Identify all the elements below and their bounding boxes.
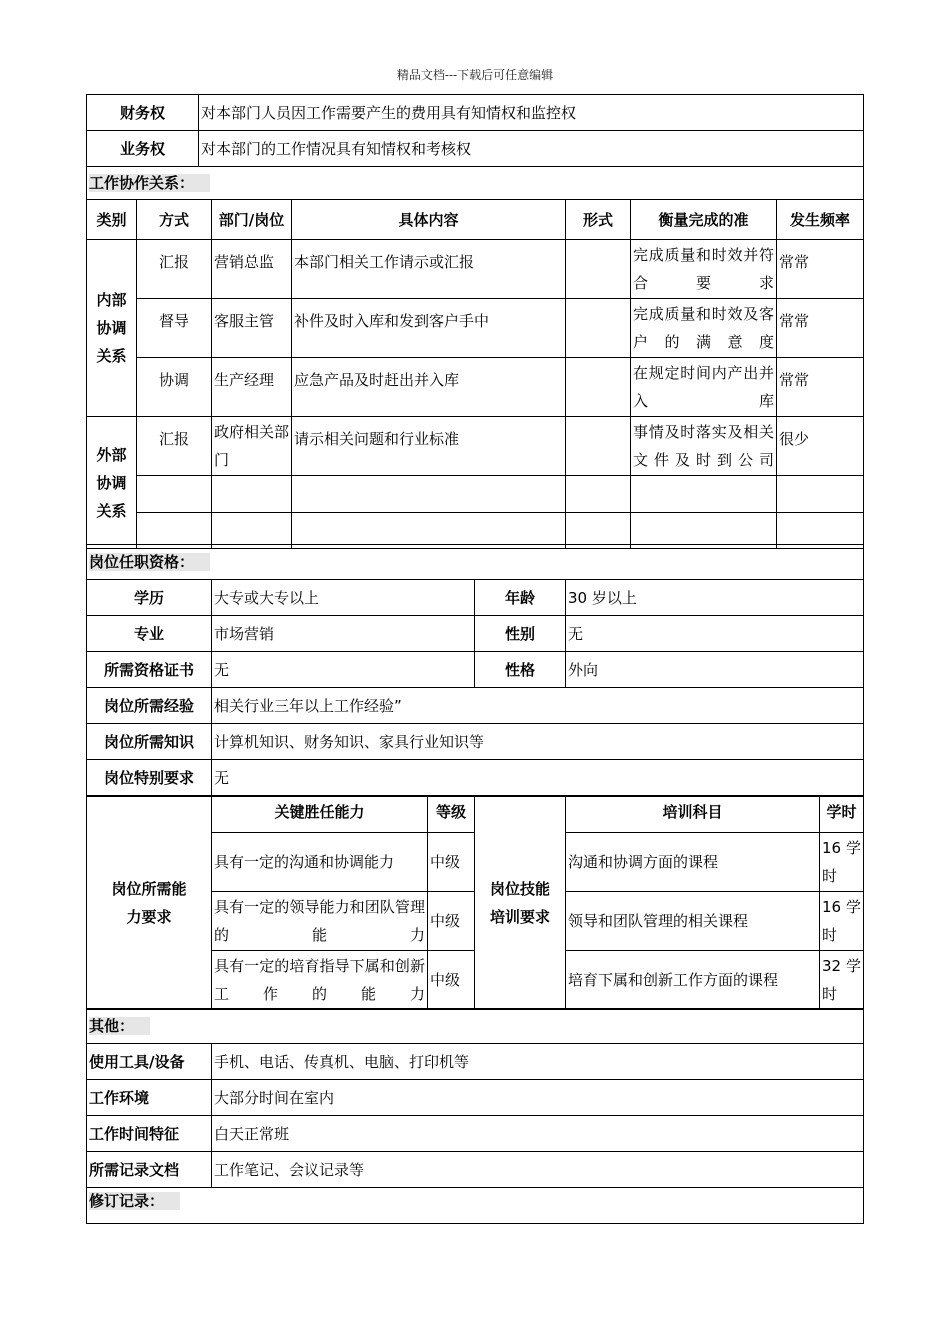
col-header-content: 具体内容 — [292, 200, 566, 240]
col-header-dept: 部门/岗位 — [212, 200, 292, 240]
table-row-form — [566, 358, 631, 417]
gender-label: 性别 — [475, 616, 566, 652]
course-cell: 沟通和协调方面的课程 — [566, 833, 820, 892]
age-label: 年龄 — [475, 580, 566, 616]
col-header-frequency: 发生频率 — [777, 200, 864, 240]
table-row-method: 协调 — [137, 358, 212, 417]
ability-requirement-label: 岗位所需能力要求 — [87, 797, 212, 1010]
empty-cell — [137, 476, 212, 513]
tools-label: 使用工具/设备 — [87, 1044, 212, 1080]
table-row-standard: 在规定时间内产出并入库 — [631, 358, 777, 417]
qualification-section-title: 岗位任职资格： — [87, 545, 864, 580]
table-row-method: 督导 — [137, 299, 212, 358]
external-category-label: 外部协调关系 — [87, 417, 137, 549]
environment-value: 大部分时间在室内 — [212, 1080, 864, 1116]
major-label: 专业 — [87, 616, 212, 652]
work-time-label: 工作时间特征 — [87, 1116, 212, 1152]
empty-cell — [631, 476, 777, 513]
special-requirement-value: 无 — [212, 760, 864, 796]
experience-value: 相关行业三年以上工作经验” — [212, 688, 864, 724]
table-row-form — [566, 299, 631, 358]
hours-cell: 32 学时 — [820, 951, 864, 1010]
experience-label: 岗位所需经验 — [87, 688, 212, 724]
course-header: 培训科目 — [566, 797, 820, 833]
level-header: 等级 — [428, 797, 475, 833]
table-row-content: 本部门相关工作请示或汇报 — [292, 240, 566, 299]
competency-cell: 具有一定的沟通和协调能力 — [212, 833, 428, 892]
col-header-category: 类别 — [87, 200, 137, 240]
empty-cell — [777, 476, 864, 513]
table-row-dept: 营销总监 — [212, 240, 292, 299]
level-cell: 中级 — [428, 892, 475, 951]
knowledge-value: 计算机知识、财务知识、家具行业知识等 — [212, 724, 864, 760]
table-row-standard: 完成质量和时效及客户的满意度 — [631, 299, 777, 358]
hours-cell: 16 学时 — [820, 892, 864, 951]
business-authority-value: 对本部门的工作情况具有知情权和考核权 — [199, 131, 864, 167]
table-row-method: 汇报 — [137, 240, 212, 299]
table-row-frequency: 很少 — [777, 417, 864, 476]
header-note: 精品文档---下载后可任意编辑 — [396, 68, 554, 82]
education-label: 学历 — [87, 580, 212, 616]
table-row-dept: 客服主管 — [212, 299, 292, 358]
education-value: 大专或大专以上 — [212, 580, 475, 616]
hours-header: 学时 — [820, 797, 864, 833]
tools-value: 手机、电话、传真机、电脑、打印机等 — [212, 1044, 864, 1080]
finance-authority-value: 对本部门人员因工作需要产生的费用具有知情权和监控权 — [199, 95, 864, 131]
business-authority-label: 业务权 — [87, 131, 199, 167]
col-header-form: 形式 — [566, 200, 631, 240]
course-cell: 培育下属和创新工作方面的课程 — [566, 951, 820, 1010]
ability-table — [86, 796, 864, 1010]
table-row-frequency: 常常 — [777, 299, 864, 358]
course-cell: 领导和团队管理的相关课程 — [566, 892, 820, 951]
competency-cell: 具有一定的培育指导下属和创新工作的能力 — [212, 951, 428, 1010]
finance-authority-label: 财务权 — [87, 95, 199, 131]
table-row-content: 补件及时入库和发到客户手中 — [292, 299, 566, 358]
other-section-title: 其他： — [87, 1009, 864, 1044]
special-requirement-label: 岗位特别要求 — [87, 760, 212, 796]
gender-value: 无 — [566, 616, 864, 652]
level-cell: 中级 — [428, 833, 475, 892]
personality-label: 性格 — [475, 652, 566, 688]
table-row-frequency: 常常 — [777, 358, 864, 417]
table-row-method: 汇报 — [137, 417, 212, 476]
other-table — [86, 1008, 864, 1224]
certificate-label: 所需资格证书 — [87, 652, 212, 688]
personality-value: 外向 — [566, 652, 864, 688]
cooperation-table — [86, 166, 864, 549]
table-row-content: 应急产品及时赶出并入库 — [292, 358, 566, 417]
table-row-frequency: 常常 — [777, 240, 864, 299]
revision-section-title: 修订记录： — [87, 1188, 864, 1224]
table-row-form — [566, 240, 631, 299]
environment-label: 工作环境 — [87, 1080, 212, 1116]
competency-header: 关键胜任能力 — [212, 797, 428, 833]
cooperation-section-title: 工作协作关系： — [87, 167, 864, 200]
table-row-form — [566, 417, 631, 476]
table-row-content: 请示相关问题和行业标准 — [292, 417, 566, 476]
empty-cell — [292, 476, 566, 513]
empty-cell — [566, 476, 631, 513]
authority-table — [86, 94, 864, 167]
internal-category-label: 内部协调关系 — [87, 240, 137, 417]
competency-cell: 具有一定的领导能力和团队管理的能力 — [212, 892, 428, 951]
documents-value: 工作笔记、会议记录等 — [212, 1152, 864, 1188]
col-header-method: 方式 — [137, 200, 212, 240]
table-row-dept: 政府相关部门 — [212, 417, 292, 476]
table-row-dept: 生产经理 — [212, 358, 292, 417]
qualification-table — [86, 544, 864, 796]
level-cell: 中级 — [428, 951, 475, 1010]
major-value: 市场营销 — [212, 616, 475, 652]
hours-cell: 16 学时 — [820, 833, 864, 892]
table-row-standard: 事情及时落实及相关文件及时到公司 — [631, 417, 777, 476]
knowledge-label: 岗位所需知识 — [87, 724, 212, 760]
age-value: 30 岁以上 — [566, 580, 864, 616]
table-row-standard: 完成质量和时效并符合要求 — [631, 240, 777, 299]
empty-cell — [212, 476, 292, 513]
documents-label: 所需记录文档 — [87, 1152, 212, 1188]
certificate-value: 无 — [212, 652, 475, 688]
col-header-standard: 衡量完成的准 — [631, 200, 777, 240]
training-requirement-label: 岗位技能培训要求 — [475, 797, 566, 1010]
work-time-value: 白天正常班 — [212, 1116, 864, 1152]
